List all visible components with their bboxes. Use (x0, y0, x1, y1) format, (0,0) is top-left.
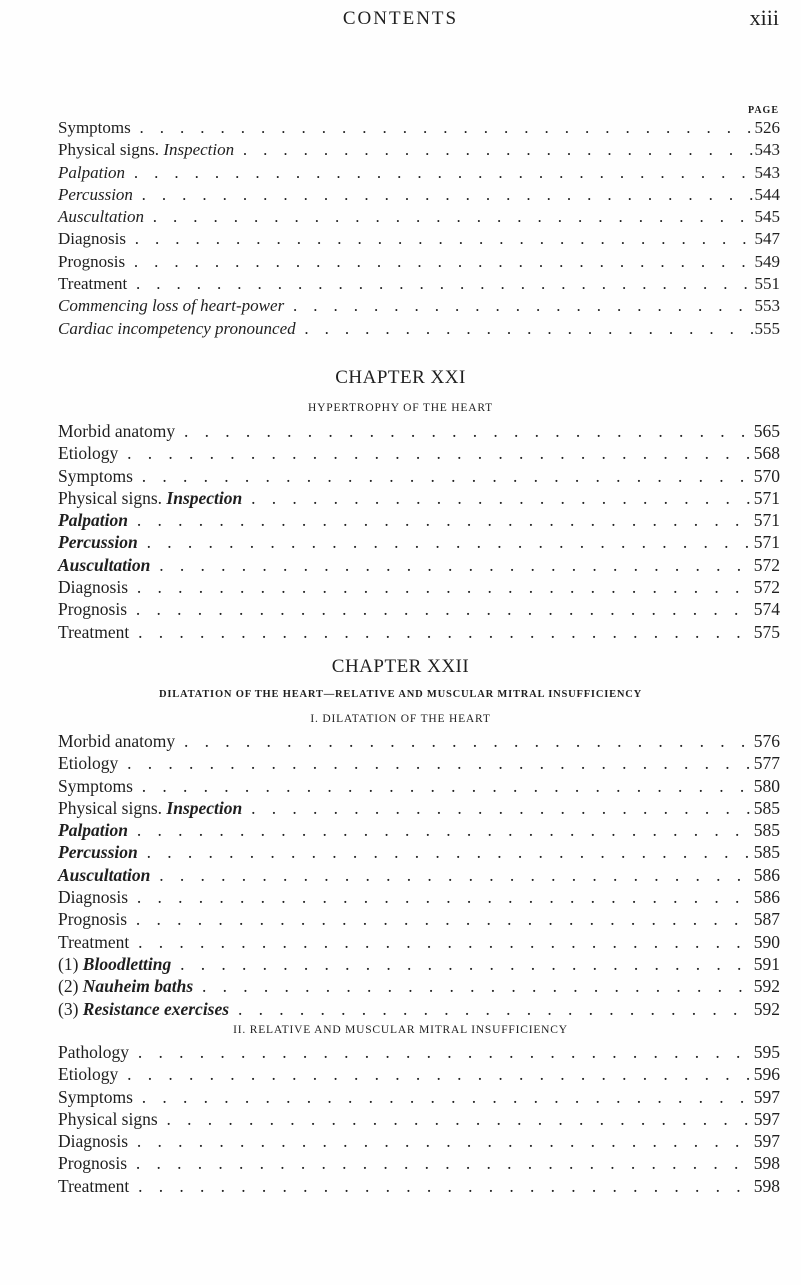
toc-entry-title: Prognosis (58, 1153, 128, 1174)
toc-entry-label (58, 1042, 129, 1063)
dot-leader (177, 731, 752, 752)
dot-leader (131, 622, 751, 643)
toc-entry-label (58, 274, 127, 294)
toc-entry-title: Diagnosis (58, 229, 126, 249)
toc-entry (58, 252, 780, 274)
toc-entry (58, 1042, 780, 1064)
toc-entry-page: 585 (753, 820, 780, 841)
toc-section-chapter-22-part2 (58, 1042, 780, 1198)
dot-leader (177, 421, 752, 442)
toc-entry-title: Percussion (58, 184, 133, 204)
toc-entry-label (58, 599, 127, 620)
toc-entry-title: Symptoms (58, 118, 131, 137)
toc-entry-page: 597 (753, 1108, 780, 1129)
dot-leader (140, 842, 752, 863)
toc-entry (58, 1109, 780, 1131)
toc-entry-title: Auscultation (58, 554, 151, 575)
toc-entry-page: 543 (754, 140, 780, 160)
toc-entry-title: (1) (58, 953, 83, 974)
dot-leader (146, 207, 753, 227)
page-number: xiii (749, 5, 779, 30)
toc-entry-title: Treatment (58, 931, 130, 952)
toc-entry-subtitle: Nauheim baths (82, 976, 194, 997)
toc-entry-title: Morbid anatomy (58, 421, 176, 441)
toc-entry-page: 572 (753, 554, 780, 575)
toc-entry-page: 551 (754, 274, 780, 294)
toc-entry (58, 776, 780, 798)
dot-leader (130, 510, 752, 531)
toc-entry-label (58, 865, 150, 886)
dot-leader (130, 820, 752, 841)
toc-entry-title: Etiology (58, 753, 119, 774)
toc-entry-label (58, 776, 133, 797)
toc-entry-title: Etiology (58, 443, 119, 464)
toc-entry-label (58, 887, 128, 908)
toc-entry-title: Prognosis (58, 251, 126, 271)
toc-entry-subtitle: Inspection (166, 487, 243, 508)
dot-leader (130, 577, 752, 598)
toc-entry-title: Diagnosis (58, 1131, 128, 1152)
toc-entry-page: 572 (753, 577, 780, 598)
running-header-title: CONTENTS (342, 8, 459, 29)
dot-leader (129, 909, 752, 930)
dot-leader (135, 776, 752, 797)
toc-entry-label (58, 421, 175, 442)
dot-leader (129, 1153, 752, 1174)
toc-entry-label (58, 163, 125, 183)
chapter-22-part1-title: I. DILATATION OF THE HEART (310, 713, 491, 725)
toc-entry-label (58, 140, 234, 160)
toc-entry-page: 570 (753, 465, 780, 486)
toc-entry-page: 580 (753, 775, 780, 796)
toc-entry (58, 932, 780, 954)
toc-entry-label (58, 1131, 128, 1152)
toc-entry-page: 545 (754, 207, 780, 227)
toc-entry-page: 586 (753, 887, 780, 908)
dot-leader (286, 296, 752, 316)
toc-entry-page: 577 (753, 753, 780, 774)
toc-entry-title: Palpation (58, 820, 129, 841)
dot-leader (127, 252, 752, 272)
dot-leader (135, 1087, 752, 1108)
chapter-21-subtitle: HYPERTROPHY OF THE HEART (308, 402, 493, 414)
dot-leader (173, 954, 751, 975)
toc-entry (58, 999, 780, 1021)
toc-entry-page: 596 (753, 1064, 780, 1085)
toc-entry-page: 587 (753, 909, 780, 930)
dot-leader (130, 1131, 752, 1152)
toc-entry (58, 274, 780, 296)
toc-entry-page: 597 (753, 1086, 780, 1107)
toc-entry (58, 1064, 780, 1086)
chapter-22-part2-title: II. RELATIVE AND MUSCULAR MITRAL INSUFFICIENCY (233, 1024, 568, 1036)
dot-leader (298, 319, 753, 339)
dot-leader (133, 118, 753, 138)
toc-entry-page: 571 (753, 510, 780, 531)
toc-entry-label (58, 252, 125, 272)
toc-entry-title: Diagnosis (58, 887, 128, 908)
toc-entry (58, 510, 780, 532)
toc-entry (58, 599, 780, 621)
toc-entry-title: Prognosis (58, 909, 128, 930)
toc-entry-title: Cardiac incompetency pronounced (58, 318, 296, 338)
toc-entry-label (58, 466, 133, 487)
toc-entry (58, 421, 780, 443)
dot-leader (127, 163, 752, 183)
toc-entry (58, 532, 780, 554)
dot-leader (129, 599, 752, 620)
toc-entry-title: Palpation (58, 162, 126, 182)
toc-entry (58, 163, 780, 185)
toc-entry-title: Percussion (58, 532, 138, 553)
toc-entry (58, 1087, 780, 1109)
toc-entry-title: Auscultation (58, 207, 144, 227)
toc-entry-page: 598 (753, 1175, 780, 1196)
toc-entry-page: 597 (753, 1131, 780, 1152)
toc-entry-label (58, 932, 129, 953)
toc-entry-page: 526 (754, 118, 780, 137)
toc-entry-subtitle: Inspection (166, 797, 243, 818)
toc-entry-label (58, 118, 131, 138)
dot-leader (152, 865, 751, 886)
toc-entry-label (58, 1153, 127, 1174)
dot-leader (131, 1042, 752, 1063)
toc-entry (58, 140, 780, 162)
toc-entry (58, 185, 780, 207)
toc-section-chapter-22-part1 (58, 731, 780, 1021)
toc-section-chapter-21 (58, 421, 780, 644)
dot-leader (231, 999, 752, 1020)
dot-leader (120, 753, 751, 774)
toc-entry-label (58, 319, 296, 339)
toc-entry-title: Treatment (58, 274, 128, 294)
toc-entry (58, 798, 780, 820)
dot-leader (236, 140, 752, 160)
toc-entry-title: Symptoms (58, 465, 133, 486)
toc-entry (58, 1131, 780, 1153)
toc-entry-title: Percussion (58, 842, 138, 863)
toc-entry-label (58, 1109, 158, 1130)
toc-entry-title: Commencing loss of heart-power (58, 296, 285, 316)
chapter-22-subtitle: DILATATION OF THE HEART—RELATIVE AND MUSCULAR MITRAL INSUFFICIENCY (158, 689, 643, 700)
dot-leader (195, 976, 752, 997)
dot-leader (140, 532, 752, 553)
toc-entry-label (58, 577, 128, 598)
toc-entry-page: 565 (753, 421, 780, 441)
dot-leader (131, 932, 751, 953)
toc-entry-title: Treatment (58, 621, 130, 642)
toc-entry-page: 598 (753, 1153, 780, 1174)
toc-entry-title: Physical signs. (58, 140, 160, 160)
toc-entry-title: (2) (58, 976, 83, 997)
toc-entry (58, 622, 780, 644)
toc-entry (58, 842, 780, 864)
toc-entry (58, 820, 780, 842)
toc-entry-title: Symptoms (58, 1086, 133, 1107)
toc-entry-page: 592 (753, 998, 780, 1019)
toc-entry-label (58, 622, 129, 643)
toc-entry-page: 586 (753, 864, 780, 885)
toc-entry-label (58, 229, 126, 249)
dot-leader (130, 887, 752, 908)
toc-entry-label (58, 532, 138, 553)
chapter-22-title: CHAPTER XXII (331, 656, 470, 677)
toc-entry-page: 547 (754, 229, 780, 249)
dot-leader (120, 443, 751, 464)
toc-entry-page: 543 (754, 162, 780, 182)
toc-entry-title: Palpation (58, 510, 129, 531)
toc-entry-page: 590 (753, 931, 780, 952)
toc-entry-title: Prognosis (58, 599, 128, 620)
toc-entry (58, 488, 780, 510)
toc-entry (58, 753, 780, 775)
toc-entry-label (58, 443, 118, 464)
dot-leader (135, 185, 753, 205)
toc-entry (58, 577, 780, 599)
chapter-21-title: CHAPTER XXI (335, 367, 466, 388)
dot-leader (160, 1109, 752, 1130)
toc-entry-page: 553 (754, 296, 780, 316)
toc-entry-label (58, 909, 127, 930)
dot-leader (129, 274, 752, 294)
toc-entry-page: 576 (753, 731, 780, 751)
toc-entry-label (58, 842, 138, 863)
toc-entry-label (58, 753, 118, 774)
toc-entry-label (58, 510, 128, 531)
toc-entry-title: Physical signs. (58, 797, 163, 818)
toc-entry-label (58, 820, 128, 841)
dot-leader (152, 555, 751, 576)
dot-leader (131, 1176, 751, 1197)
toc-entry-subtitle: Inspection (163, 140, 235, 160)
toc-entry (58, 296, 780, 318)
toc-entry-subtitle: Bloodletting (82, 953, 172, 974)
toc-entry-title: Treatment (58, 1175, 130, 1196)
toc-entry-title: Morbid anatomy (58, 731, 176, 751)
toc-entry-title: Symptoms (58, 775, 133, 796)
toc-entry (58, 118, 780, 140)
toc-entry-page: 585 (753, 842, 780, 863)
toc-entry-page: 555 (754, 318, 780, 338)
toc-entry (58, 909, 780, 931)
toc-entry-page: 568 (753, 443, 780, 464)
toc-entry-page: 585 (753, 797, 780, 818)
toc-entry (58, 555, 780, 577)
toc-entry (58, 443, 780, 465)
toc-entry-title: Pathology (58, 1042, 129, 1062)
toc-entry-page: 571 (753, 487, 780, 508)
toc-entry-title: Etiology (58, 1064, 119, 1085)
toc-entry-title: (3) (58, 998, 83, 1019)
toc-entry (58, 229, 780, 251)
toc-entry-title: Physical signs (58, 1108, 158, 1129)
dot-leader (244, 798, 751, 819)
toc-entry (58, 319, 780, 341)
toc-entry (58, 207, 780, 229)
toc-entry (58, 887, 780, 909)
toc-entry-label (58, 954, 171, 975)
toc-entry-label (58, 798, 242, 819)
toc-entry-label (58, 555, 150, 576)
toc-entry-label (58, 296, 284, 316)
toc-entry-page: 549 (754, 251, 780, 271)
toc-entry-title: Physical signs. (58, 487, 163, 508)
toc-entry-page: 574 (753, 599, 780, 620)
toc-entry-title: Auscultation (58, 864, 151, 885)
page-column-label: PAGE (747, 105, 779, 116)
toc-entry-label (58, 1176, 129, 1197)
toc-section-top (58, 118, 780, 341)
dot-leader (244, 488, 751, 509)
toc-entry-page: 544 (754, 184, 780, 204)
toc-entry-label (58, 999, 229, 1020)
toc-entry-title: Diagnosis (58, 577, 128, 598)
toc-entry (58, 466, 780, 488)
toc-entry-label (58, 731, 175, 752)
toc-entry (58, 731, 780, 753)
toc-entry-label (58, 207, 144, 227)
toc-entry (58, 954, 780, 976)
toc-entry (58, 1176, 780, 1198)
toc-entry (58, 865, 780, 887)
toc-entry-page: 575 (753, 621, 780, 642)
toc-entry-label (58, 1087, 133, 1108)
dot-leader (128, 229, 753, 249)
toc-entry (58, 1153, 780, 1175)
toc-entry (58, 976, 780, 998)
toc-entry-label (58, 488, 242, 509)
toc-entry-page: 571 (753, 532, 780, 553)
dot-leader (135, 466, 752, 487)
toc-entry-page: 592 (753, 976, 780, 997)
toc-entry-label (58, 185, 133, 205)
toc-entry-label (58, 976, 193, 997)
toc-entry-page: 595 (753, 1042, 780, 1062)
toc-entry-label (58, 1064, 118, 1085)
dot-leader (120, 1064, 751, 1085)
toc-entry-subtitle: Resistance exercises (82, 998, 230, 1019)
toc-entry-page: 591 (753, 953, 780, 974)
